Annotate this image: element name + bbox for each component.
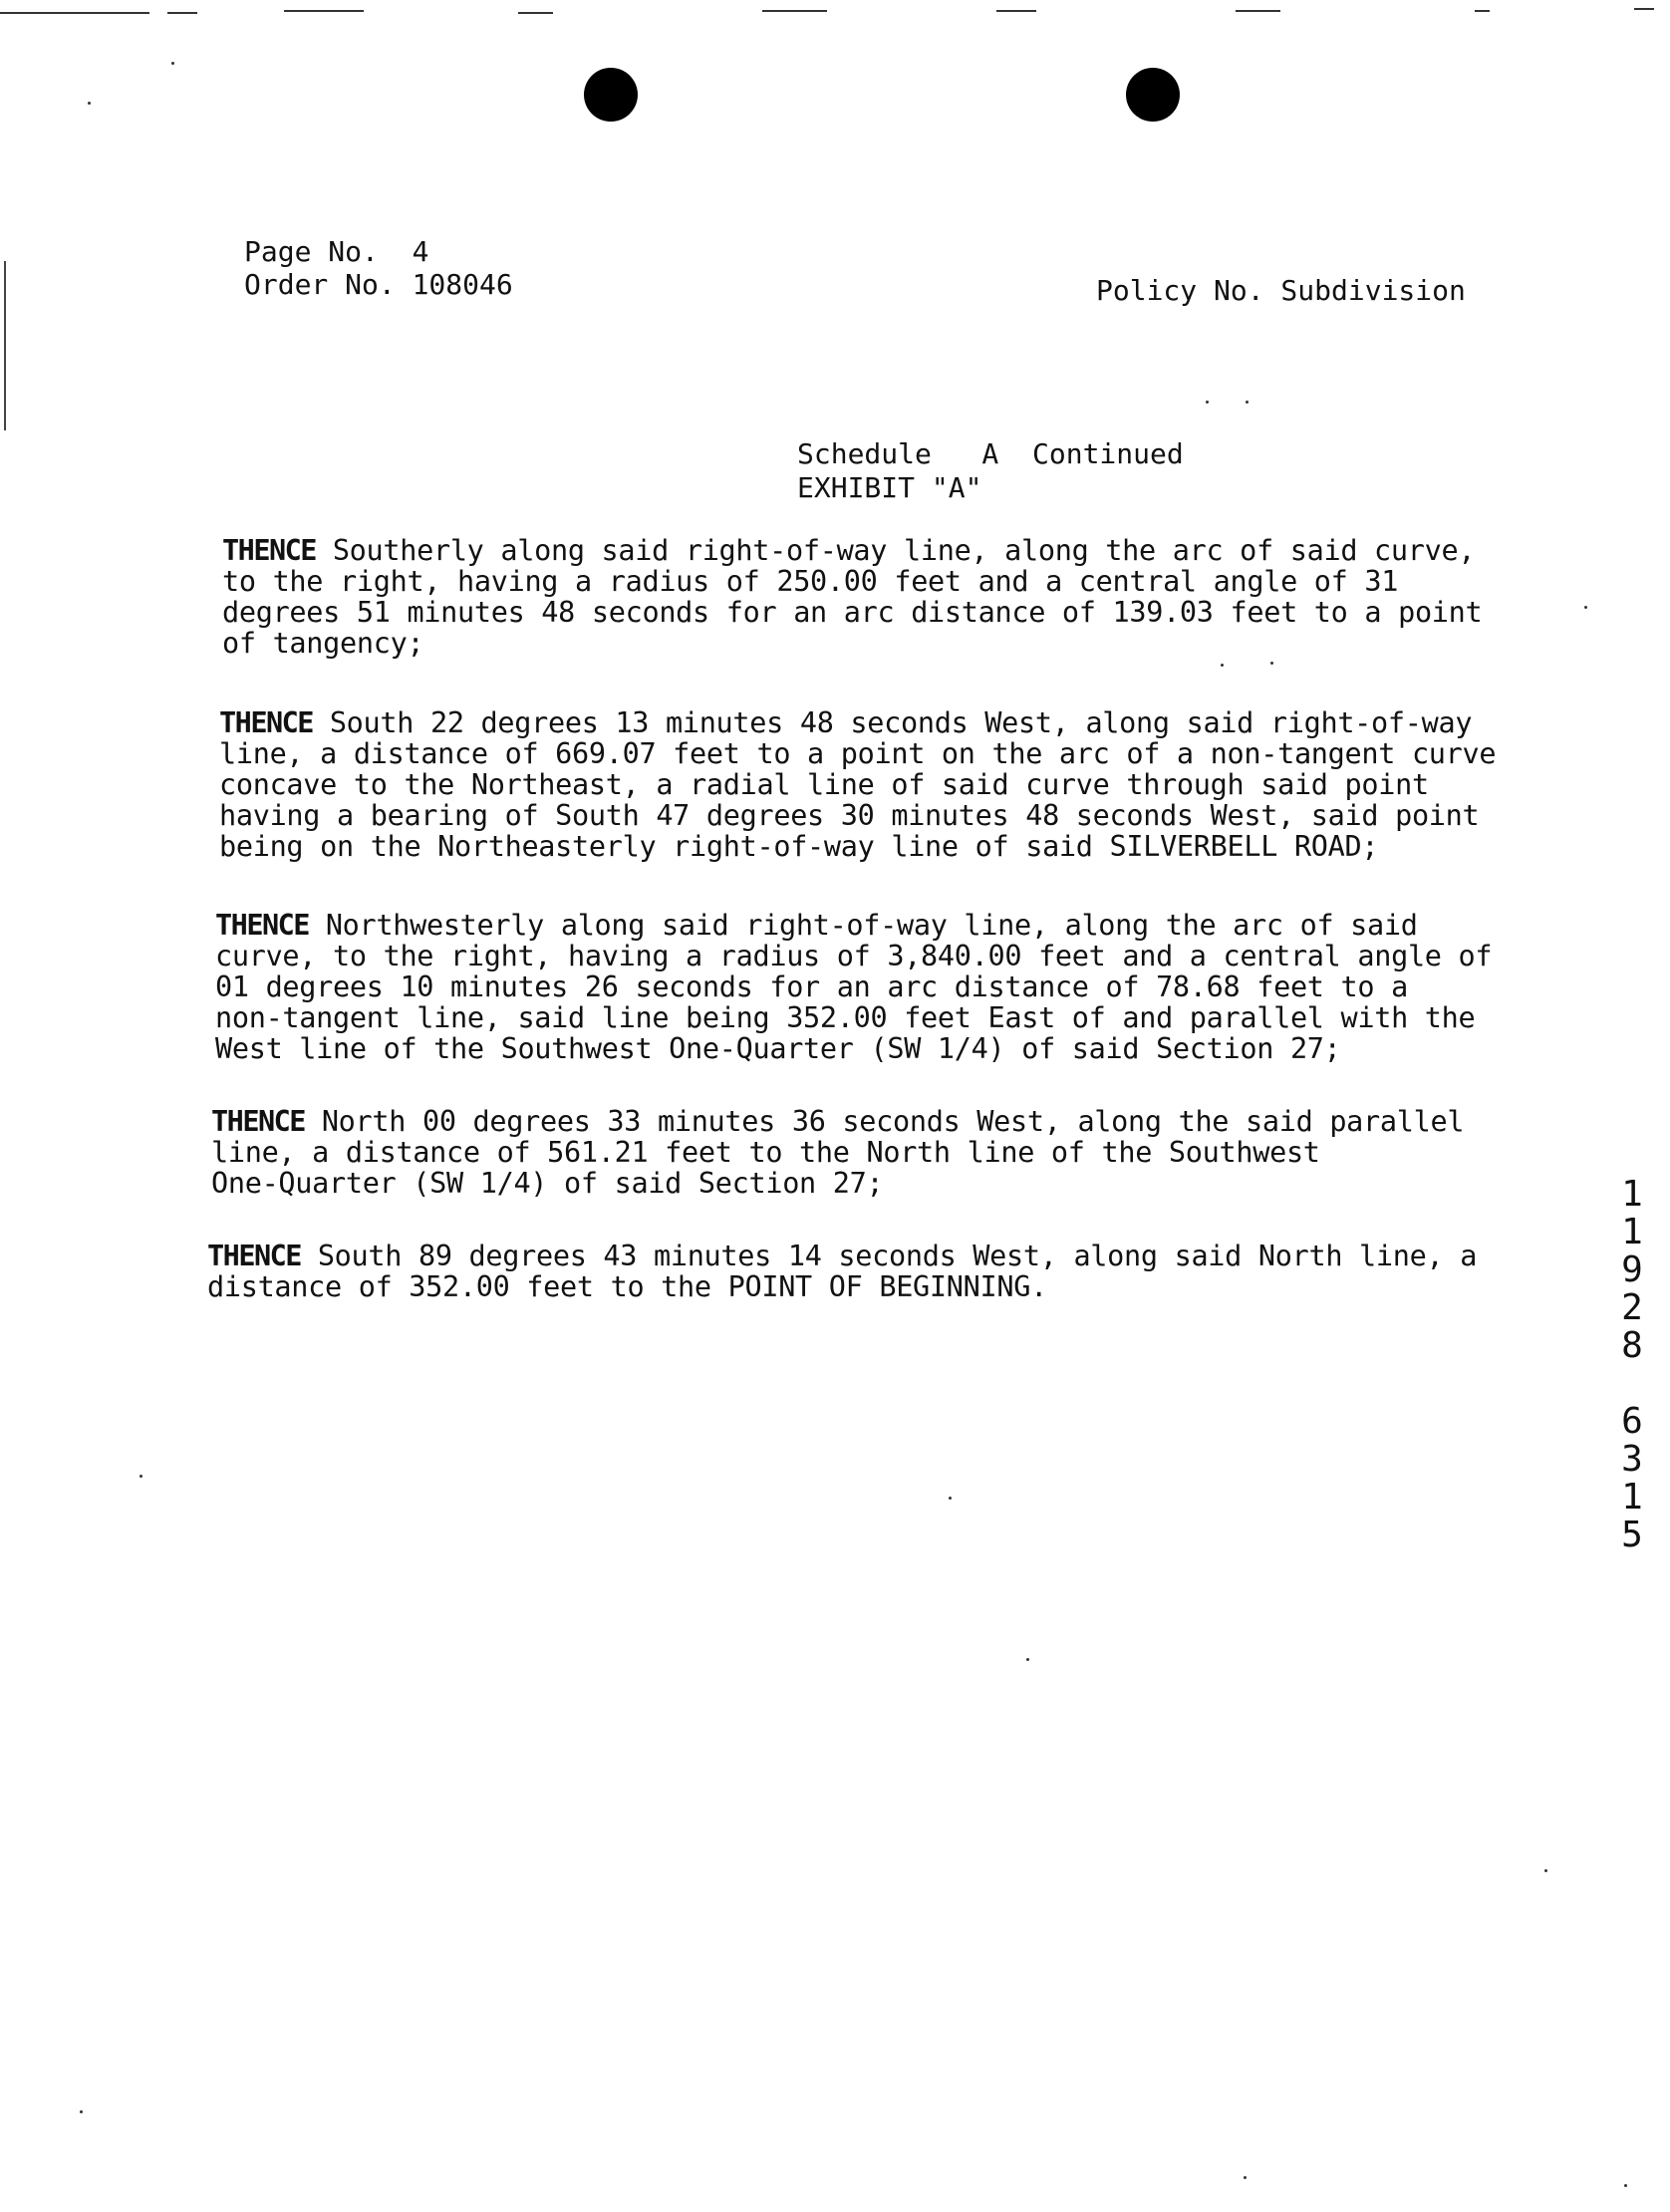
scan-speck bbox=[1246, 401, 1249, 404]
scan-speck bbox=[1206, 401, 1209, 404]
paragraph-line: non-tangent line, said line being 352.00 feet East of and parallel with the bbox=[215, 1001, 1476, 1034]
scan-speck bbox=[139, 1475, 142, 1478]
legal-description-paragraph bbox=[215, 910, 1511, 1064]
paragraph-line: line, a distance of 669.07 feet to a point on the arc of a non-tangent curve bbox=[219, 737, 1497, 770]
paragraph-line: West line of the Southwest One-Quarter (SW 1/4) of said Section 27; bbox=[215, 1032, 1341, 1065]
paragraph-line: having a bearing of South 47 degrees 30 minutes 48 seconds West, said point bbox=[219, 799, 1480, 832]
paragraph-lead-word: THENCE bbox=[211, 1105, 305, 1138]
policy-number-label: Policy No. Subdivision bbox=[1096, 274, 1466, 307]
legal-description-paragraph bbox=[222, 535, 1518, 659]
punch-hole bbox=[584, 68, 638, 122]
paragraph-lead-word: THENCE bbox=[207, 1240, 301, 1272]
scan-speck bbox=[88, 102, 91, 105]
paragraph-line: degrees 51 minutes 48 seconds for an arc distance of 139.03 feet to a point bbox=[222, 596, 1483, 629]
paragraph-line: South 22 degrees 13 minutes 48 seconds West, along said right-of-way bbox=[329, 706, 1473, 739]
scan-speck bbox=[1026, 1658, 1029, 1661]
scan-speck bbox=[1624, 2184, 1627, 2187]
paragraph-line: South 89 degrees 43 minutes 14 seconds West, along said North line, a bbox=[317, 1240, 1478, 1272]
legal-description-paragraph bbox=[207, 1241, 1503, 1302]
page-number-label: Page No. 4 bbox=[244, 235, 429, 268]
paragraph-lead-word: THENCE bbox=[215, 909, 309, 942]
scan-edge-line bbox=[0, 12, 149, 14]
scan-edge-line bbox=[167, 12, 197, 14]
scan-edge-line bbox=[1634, 8, 1654, 10]
scan-edge-line bbox=[4, 409, 6, 430]
paragraph-lead-word: THENCE bbox=[222, 534, 316, 567]
paragraph-line: to the right, having a radius of 250.00 feet and a central angle of 31 bbox=[222, 565, 1399, 598]
scan-edge-line bbox=[1236, 10, 1280, 12]
paragraph-lead-word: THENCE bbox=[219, 706, 313, 739]
scan-speck bbox=[171, 62, 174, 65]
scan-edge-line bbox=[762, 10, 827, 12]
paragraph-line: being on the Northeasterly right-of-way line of said SILVERBELL ROAD; bbox=[219, 830, 1379, 863]
scan-speck bbox=[1584, 606, 1587, 609]
legal-description-paragraph bbox=[219, 707, 1515, 862]
paragraph-line: distance of 352.00 feet to the POINT OF BEGINNING. bbox=[207, 1270, 1047, 1303]
order-number-label: Order No. 108046 bbox=[244, 268, 513, 301]
scan-edge-line bbox=[284, 10, 364, 12]
exhibit-heading: EXHIBIT "A" bbox=[797, 471, 982, 504]
scan-speck bbox=[1544, 1869, 1547, 1872]
scan-speck bbox=[1221, 664, 1224, 667]
paragraph-line: One-Quarter (SW 1/4) of said Section 27; bbox=[211, 1167, 884, 1200]
paragraph-line: line, a distance of 561.21 feet to the North line of the Southwest bbox=[211, 1136, 1320, 1169]
scan-speck bbox=[949, 1497, 952, 1500]
scan-edge-line bbox=[4, 261, 6, 420]
paragraph-line: Northwesterly along said right-of-way line, along the arc of said bbox=[325, 909, 1418, 942]
legal-description-paragraph bbox=[211, 1106, 1507, 1199]
punch-hole bbox=[1126, 68, 1180, 122]
scan-edge-line bbox=[996, 10, 1036, 12]
paragraph-line: curve, to the right, having a radius of 3,840.00 feet and a central angle of bbox=[215, 940, 1493, 972]
paragraph-line: of tangency; bbox=[222, 627, 424, 660]
paragraph-line: 01 degrees 10 minutes 26 seconds for an arc distance of 78.68 feet to a bbox=[215, 970, 1408, 1003]
paragraph-line: North 00 degrees 33 minutes 36 seconds West, along the said parallel bbox=[321, 1105, 1465, 1138]
paragraph-line: Southerly along said right-of-way line, along the arc of said curve, bbox=[332, 534, 1476, 567]
recording-number: 1 1 9 2 8 6 3 1 5 bbox=[1621, 1174, 1643, 1555]
scan-speck bbox=[1270, 662, 1273, 665]
scan-edge-line bbox=[518, 12, 553, 14]
schedule-heading: Schedule A Continued bbox=[797, 437, 1184, 470]
scan-edge-line bbox=[1475, 10, 1490, 12]
scan-speck bbox=[80, 2110, 83, 2113]
paragraph-line: concave to the Northeast, a radial line of said curve through said point bbox=[219, 768, 1429, 801]
scan-speck bbox=[1244, 2176, 1247, 2179]
